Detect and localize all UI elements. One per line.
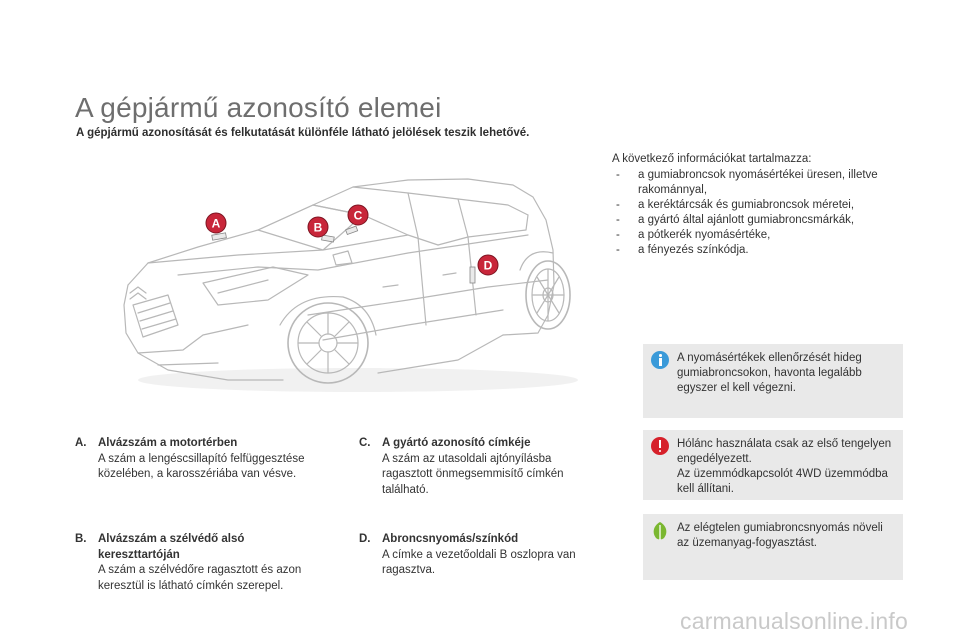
- section-d-heading: [359, 532, 604, 548]
- list-dash: -: [616, 199, 620, 211]
- page-subtitle: A gépjármű azonosítását és felkutatását különféle látható jelölések teszik lehetővé.: [76, 127, 530, 139]
- marker-d: [478, 255, 498, 275]
- list-item: [612, 213, 912, 228]
- marker-d-label: D: [483, 258, 493, 273]
- list-dash: -: [616, 229, 620, 241]
- list-item: [612, 243, 912, 258]
- section-b-heading: [75, 532, 335, 563]
- section-a-letter: A.: [75, 437, 87, 449]
- eco-box: [643, 514, 903, 580]
- section-a-text: A szám a lengéscsillapító felfüggesztése közelében, a karosszériába van vésve.: [98, 452, 305, 480]
- section-d-text: A címke a vezetőoldali B oszlopra van ragasztva.: [382, 548, 576, 576]
- list-dash: -: [616, 214, 620, 226]
- eco-box-text: Az elégtelen gumiabroncsnyomás növeli az üzemanyag-fogyasztást.: [677, 522, 883, 549]
- list-dash: -: [616, 169, 620, 181]
- warning-line-2: Az üzemmódkapcsolót 4WD üzemmódba kell állítani.: [677, 468, 888, 495]
- list-item-text: a keréktárcsák és gumiabroncsok méretei,: [638, 199, 855, 211]
- list-dash: -: [616, 244, 620, 256]
- section-a-heading: [75, 436, 335, 452]
- section-b: [75, 532, 335, 594]
- list-item-text: a gyártó által ajánlott gumiabroncsmárkák,: [638, 214, 855, 226]
- list-item-text: a gumiabroncsok nyomásértékei üresen, illetve rakománnyal,: [638, 169, 878, 196]
- page-title: A gépjármű azonosító elemei: [75, 92, 442, 123]
- list-item: [612, 198, 912, 213]
- section-b-text: A szám a szélvédőre ragasztott és azon keresztül is látható címkén szerepel.: [98, 564, 302, 592]
- marker-c: [348, 205, 368, 225]
- leaf-icon: [651, 521, 669, 539]
- warning-box: [643, 430, 903, 500]
- warning-line-1: Hólánc használata csak az első tengelyen engedélyezett.: [677, 438, 892, 465]
- section-c-letter: C.: [359, 437, 371, 449]
- list-item-text: a pótkerék nyomásértéke,: [638, 229, 771, 241]
- info-list: [612, 152, 912, 258]
- section-b-letter: B.: [75, 533, 87, 545]
- info-box-text: A nyomásértékek ellenőrzését hideg gumiabroncsokon, havonta legalább egyszer el kell végezni.: [677, 352, 862, 394]
- marker-b-label: B: [313, 220, 323, 235]
- section-c: [359, 436, 604, 498]
- info-list-intro: A következő információkat tartalmazza:: [612, 153, 812, 165]
- marker-c-label: C: [353, 208, 363, 223]
- section-a-title: Alvázszám a motortérben: [98, 437, 238, 449]
- info-icon: [651, 351, 669, 369]
- marker-b: [308, 217, 328, 237]
- section-a: [75, 436, 335, 483]
- section-c-heading: [359, 436, 604, 452]
- car-illustration: [108, 175, 578, 395]
- section-c-text: A szám az utasoldali ajtónyílásba ragasztott önmegsemmisítő címkén található.: [382, 452, 564, 496]
- watermark: carmanualsonline.info: [680, 608, 908, 634]
- section-c-title: A gyártó azonosító címkéje: [382, 437, 531, 449]
- marker-a-label: A: [211, 216, 221, 231]
- list-item: [612, 228, 912, 243]
- section-d-letter: D.: [359, 533, 371, 545]
- list-item-text: a fényezés színkódja.: [638, 244, 749, 256]
- list-item: [612, 168, 912, 198]
- section-d-title: Abroncsnyomás/színkód: [382, 533, 519, 545]
- section-b-title: Alvázszám a szélvédő alsó kereszttartóján: [98, 533, 245, 561]
- warning-icon: [651, 437, 669, 455]
- warning-box-text: [677, 437, 895, 497]
- section-d: [359, 532, 604, 579]
- info-box: [643, 344, 903, 418]
- marker-a: [206, 213, 226, 233]
